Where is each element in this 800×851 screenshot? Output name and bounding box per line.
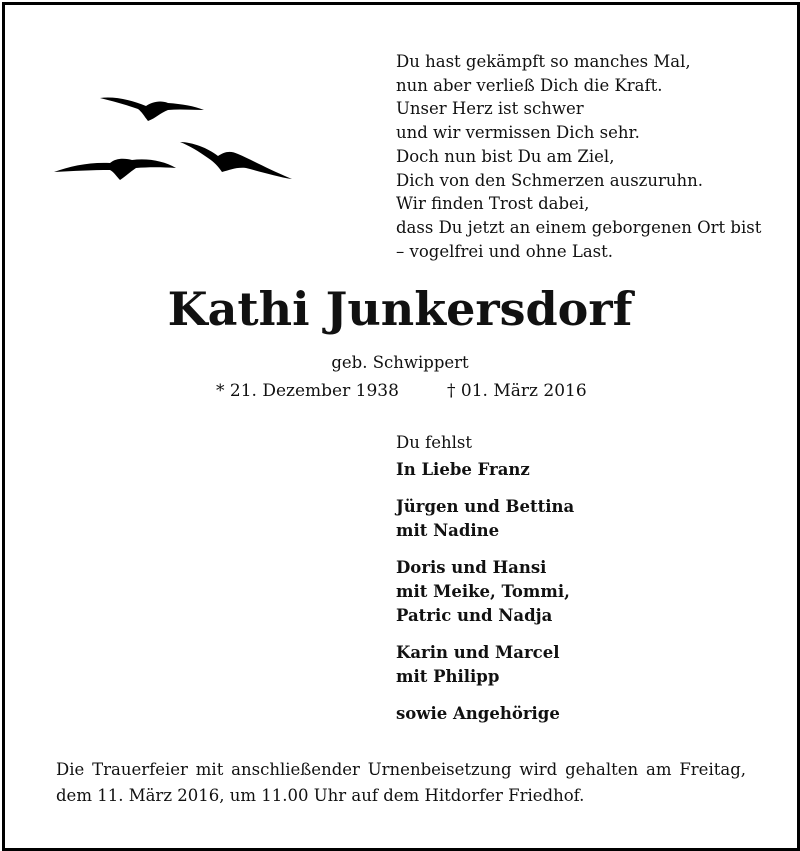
poem-line: Dich von den Schmerzen auszuruhn. xyxy=(396,170,704,190)
mourner-line: In Liebe Franz xyxy=(396,460,530,479)
mourner-line: Jürgen und Bettina xyxy=(396,497,575,516)
bird-icon xyxy=(100,97,204,121)
bird-icon xyxy=(54,159,176,180)
mourner-line: mit Meike, Tommi, xyxy=(396,582,570,601)
mourner-group xyxy=(396,495,574,543)
poem-line: Du hast gekämpft so manches Mal, xyxy=(396,52,691,71)
mourner-line: sowie Angehörige xyxy=(396,704,560,723)
mourner-group xyxy=(396,641,574,689)
mourners-list xyxy=(396,431,574,739)
maiden-name: geb. Schwippert xyxy=(331,353,469,372)
funeral-info xyxy=(56,757,746,809)
funeral-line: dem 11. März 2016, um 11.00 Uhr auf dem Hitdorfer Friedhof. xyxy=(56,786,585,805)
mourner-group xyxy=(396,556,574,628)
poem-line: Doch nun bist Du am Ziel, xyxy=(396,146,615,166)
death-date: † 01. März 2016 xyxy=(447,381,587,401)
poem xyxy=(396,50,761,263)
poem-line: dass Du jetzt an einem geborgenen Ort bist xyxy=(396,217,762,237)
mourner-line: mit Nadine xyxy=(396,521,500,540)
birth-date: * 21. Dezember 1938 xyxy=(216,381,399,401)
funeral-line: Die Trauerfeier mit anschließender Urnenbeisetzung wird gehalten am Freitag, xyxy=(56,760,746,779)
deceased-name: Kathi Junkersdorf xyxy=(167,282,633,336)
mourner-line: Patric und Nadja xyxy=(396,606,553,625)
birds-illustration xyxy=(52,88,297,188)
mourner-line: mit Philipp xyxy=(396,667,500,686)
poem-line: – vogelfrei und ohne Last. xyxy=(396,241,614,261)
poem-line: Wir finden Trost dabei, xyxy=(396,194,590,214)
mourner-group xyxy=(396,702,574,726)
mourner-line: Doris und Hansi xyxy=(396,558,547,577)
mourner-line: Karin und Marcel xyxy=(396,643,560,662)
bird-icon xyxy=(180,142,292,179)
mourner-group xyxy=(396,458,574,482)
poem-line: Unser Herz ist schwer xyxy=(396,99,584,119)
mourners-intro: Du fehlst xyxy=(396,433,472,452)
poem-line: und wir vermissen Dich sehr. xyxy=(396,123,640,143)
poem-line: nun aber verließ Dich die Kraft. xyxy=(396,75,663,95)
